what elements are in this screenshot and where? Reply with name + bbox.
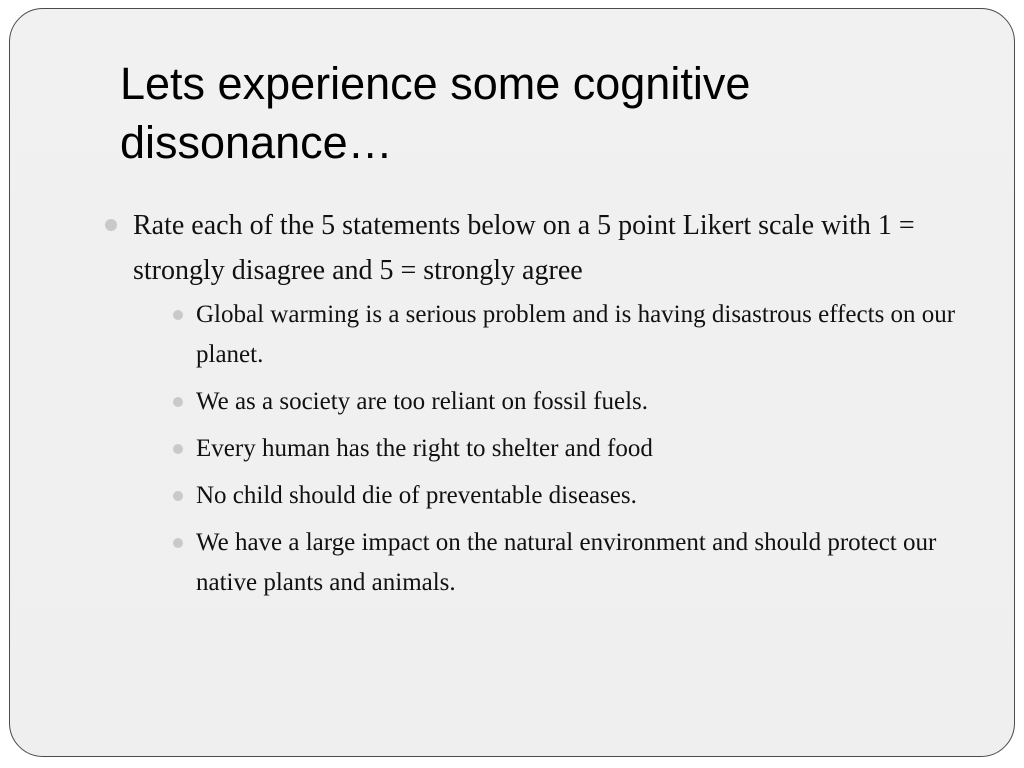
bullet-dot-icon — [173, 491, 183, 501]
statement-text: Every human has the right to shelter and food — [196, 435, 653, 462]
bullet-dot-icon — [173, 310, 183, 320]
statement-item — [196, 523, 966, 603]
statement-text: Global warming is a serious problem and is having disastrous effects on our planet. — [196, 301, 956, 368]
statement-list — [0, 295, 1024, 603]
bullet-dot-icon — [173, 397, 183, 407]
slide-title: Lets experience some cognitive dissonance… — [120, 58, 751, 168]
statement-item — [196, 476, 966, 516]
slide-content — [0, 203, 1024, 610]
statement-text: We have a large impact on the natural environment and should protect our native plants and animals. — [196, 529, 937, 596]
statement-text: No child should die of preventable diseases. — [196, 482, 637, 509]
statement-item — [196, 382, 966, 422]
main-bullet-text: Rate each of the 5 statements below on a 5 point Likert scale with 1 = strongly disagree and 5 = strongly agree — [133, 210, 915, 286]
bullet-dot-icon — [105, 219, 117, 231]
main-bullet — [133, 203, 963, 293]
bullet-dot-icon — [173, 444, 183, 454]
statement-text: We as a society are too reliant on fossil fuels. — [196, 388, 649, 415]
bullet-dot-icon — [173, 538, 183, 548]
statement-item — [196, 429, 966, 469]
statement-item — [196, 295, 966, 375]
